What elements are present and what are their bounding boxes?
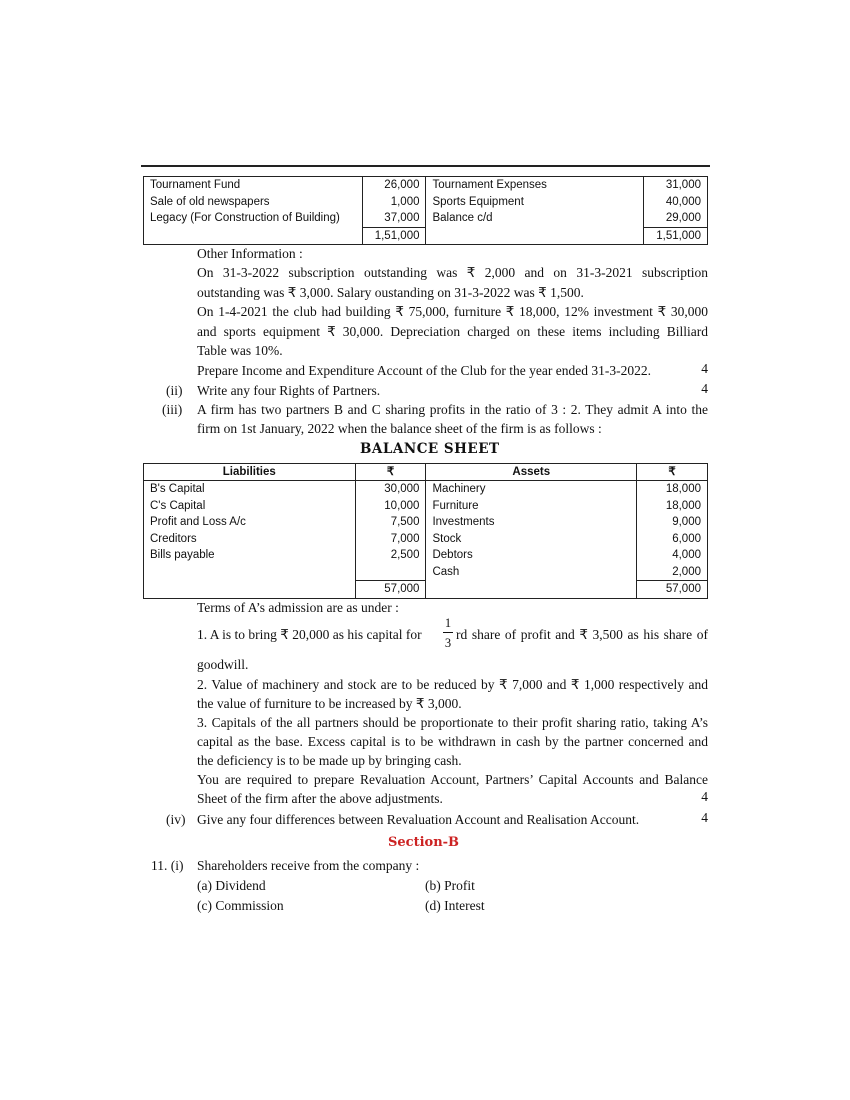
asset-name: Furniture: [426, 498, 637, 515]
info-line: outstanding was ₹ 3,000. Salary oustanding on 31-3-2022 was ₹ 1,500.: [197, 285, 584, 300]
term-1-line-2: goodwill.: [197, 657, 249, 672]
balance-sheet-table: [143, 463, 708, 599]
liability-amount: 10,000: [355, 498, 426, 515]
option-a: (a) Dividend: [197, 878, 266, 893]
asset-name: Debtors: [426, 547, 637, 564]
balance-total-left: 57,000: [355, 581, 426, 599]
table-row: [144, 194, 708, 211]
table-total-row: [144, 581, 708, 599]
header-rupee: ₹: [637, 464, 708, 481]
question-text: firm on 1st January, 2022 when the balance sheet of the firm is as follows :: [197, 421, 602, 436]
table-row: [144, 531, 708, 548]
account-left-amount: 26,000: [362, 177, 426, 194]
option-b: (b) Profit: [425, 878, 475, 893]
balance-total-right: 57,000: [637, 581, 708, 599]
asset-amount: 6,000: [672, 532, 701, 545]
fraction-bar: [443, 632, 453, 633]
option-c: (c) Commission: [197, 898, 284, 913]
account-right-label: Sports Equipment: [426, 194, 644, 211]
asset-amount: 9,000: [672, 516, 701, 528]
marks: 4: [701, 361, 708, 376]
account-total-right: 1,51,000: [644, 227, 708, 245]
liability-amount: 2,500: [355, 547, 426, 564]
header-rupee: ₹: [355, 464, 426, 481]
section-heading: Section-B: [388, 835, 460, 850]
account-right-amount: 29,000: [665, 212, 701, 224]
fraction-numerator: 1: [444, 616, 452, 630]
asset-name: Investments: [426, 514, 637, 531]
term-3-line-3: the deficiency is to be made up by bringing cash.: [197, 753, 462, 768]
account-left-label: Legacy (For Construction of Building): [144, 210, 363, 227]
table-row: [144, 564, 708, 581]
header-liabilities: Liabilities: [144, 464, 356, 481]
header-assets: Assets: [426, 464, 637, 481]
marks: 4: [701, 810, 708, 825]
liability-amount: [355, 564, 426, 581]
balance-sheet-title: BALANCE SHEET: [360, 441, 500, 457]
info-line: Table was 10%.: [197, 343, 283, 358]
asset-name: Cash: [426, 564, 637, 581]
liability-name: B's Capital: [144, 481, 356, 498]
header-rule: [141, 165, 710, 167]
question-task: Prepare Income and Expenditure Account of the Club for the year ended 31-3-2022.: [197, 363, 651, 378]
account-right-amount: 31,000: [665, 179, 701, 191]
liability-name: C's Capital: [144, 498, 356, 515]
option-d: (d) Interest: [425, 898, 485, 913]
term-3-line-1: 3. Capitals of the all partners should be proportionate to their profit sharing ratio, taking A’s: [197, 715, 708, 730]
table-header-row: [144, 464, 708, 481]
account-right-amount: 40,000: [665, 195, 701, 208]
liability-name: [144, 564, 356, 581]
liability-name: Creditors: [144, 531, 356, 548]
liability-name: Bills payable: [144, 547, 356, 564]
fraction-denominator: 3: [444, 636, 452, 650]
liability-amount: 7,500: [355, 514, 426, 531]
term-1-part-b: rd share of profit and ₹ 3,500 as his share of: [456, 627, 708, 642]
question-number: 11. (i): [151, 858, 184, 873]
asset-amount: 2,000: [672, 565, 701, 578]
term-2-line-1: 2. Value of machinery and stock are to be reduced by ₹ 7,000 and ₹ 1,000 respectively and: [197, 677, 708, 692]
term-1-part-a: 1. A is to bring ₹ 20,000 as his capital for: [197, 627, 422, 642]
term-3-line-2: capital as the base. Excess capital is to be withdrawn in cash by the partner concerned and: [197, 734, 708, 749]
marks: 4: [701, 789, 708, 804]
question-number: (ii): [166, 383, 183, 398]
question-number: (iii): [162, 402, 183, 417]
other-info-label: Other Information :: [197, 246, 303, 261]
question-text: Write any four Rights of Partners.: [197, 383, 381, 398]
table-row: [144, 481, 708, 498]
marks: 4: [701, 381, 708, 396]
account-left-label: Tournament Fund: [144, 177, 363, 194]
account-table: [143, 176, 708, 245]
asset-name: Stock: [426, 531, 637, 548]
question-text: A firm has two partners B and C sharing profits in the ratio of 3 : 2. They admit A into the: [197, 402, 708, 417]
info-line: On 1-4-2021 the club had building ₹ 75,000, furniture ₹ 18,000, 12% investment ₹ 30,000: [197, 304, 708, 319]
table-row: [144, 210, 708, 227]
term-2-line-2: the value of furniture to be increased by ₹ 3,000.: [197, 696, 462, 711]
account-right-label: Balance c/d: [426, 210, 644, 227]
account-right-label: Tournament Expenses: [426, 177, 644, 194]
question-text: Shareholders receive from the company :: [197, 858, 420, 873]
question-text: Give any four differences between Revaluation Account and Realisation Account.: [197, 812, 640, 827]
table-row: [144, 498, 708, 515]
table-row: [144, 514, 708, 531]
liability-amount: 7,000: [355, 531, 426, 548]
liability-amount: 30,000: [355, 481, 426, 498]
asset-amount: 4,000: [672, 549, 701, 561]
account-total-left: 1,51,000: [362, 227, 426, 245]
account-left-amount: 37,000: [362, 210, 426, 227]
account-left-amount: 1,000: [362, 194, 426, 211]
table-row: [144, 547, 708, 564]
question-number: (iv): [166, 812, 186, 827]
table-total-row: [144, 227, 708, 245]
requirement-line-1: You are required to prepare Revaluation Account, Partners’ Capital Accounts and Balance: [197, 772, 708, 787]
asset-name: Machinery: [426, 481, 637, 498]
info-line: and sports equipment ₹ 30,000. Depreciation charged on these items including Billiard: [197, 324, 708, 339]
asset-amount: 18,000: [665, 499, 701, 512]
liability-name: Profit and Loss A/c: [144, 514, 356, 531]
table-row: [144, 177, 708, 194]
requirement-line-2: Sheet of the firm after the above adjustments.: [197, 791, 443, 806]
info-line: On 31-3-2022 subscription outstanding was ₹ 2,000 and on 31-3-2021 subscription: [197, 265, 708, 280]
account-left-label: Sale of old newspapers: [144, 194, 363, 211]
terms-heading: Terms of A’s admission are as under :: [197, 600, 399, 615]
asset-amount: 18,000: [665, 483, 701, 495]
